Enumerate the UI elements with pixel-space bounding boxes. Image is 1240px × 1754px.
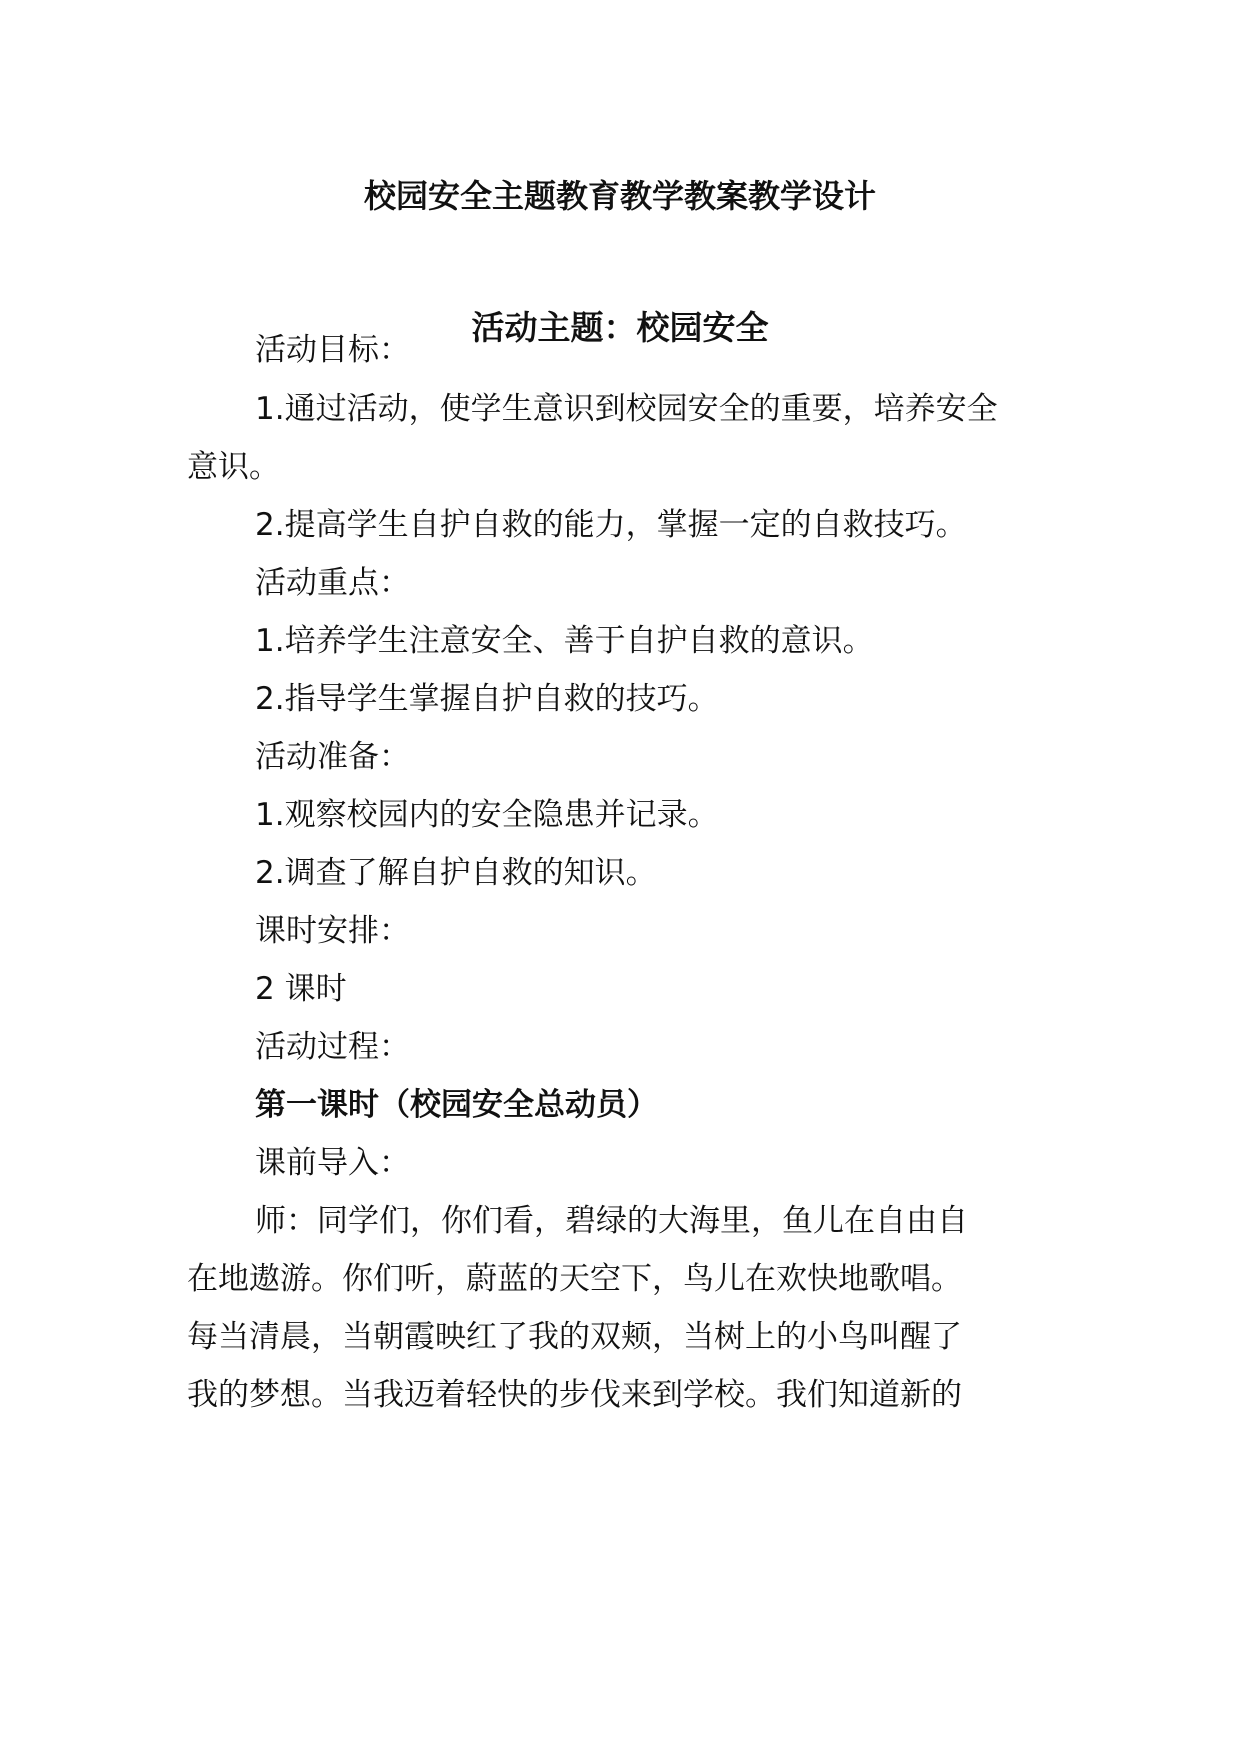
section-label-process: 活动过程： — [255, 1029, 410, 1065]
section-label-intro: 课前导入： — [255, 1145, 410, 1181]
paragraph-line: 2.指导学生掌握自护自救的技巧。 — [255, 681, 719, 717]
paragraph-line: 2.提高学生自护自救的能力，掌握一定的自救技巧。 — [255, 507, 967, 543]
paragraph-line: 意识。 — [187, 449, 280, 485]
paragraph-line: 1.培养学生注意安全、善于自护自救的意识。 — [255, 623, 874, 659]
section-label-goals: 活动目标： — [255, 332, 410, 368]
document-title: 校园安全主题教育教学教案教学设计 — [363, 177, 876, 215]
paragraph-line: 1.通过活动，使学生意识到校园安全的重要，培养安全 — [255, 391, 998, 427]
paragraph-line: 每当清晨，当朝霞映红了我的双颊，当树上的小鸟叫醒了 — [187, 1319, 962, 1355]
paragraph-line: 师：同学们，你们看，碧绿的大海里，鱼儿在自由自 — [255, 1203, 968, 1239]
lesson-heading: 第一课时（校园安全总动员） — [255, 1087, 658, 1123]
paragraph-line: 1.观察校园内的安全隐患并记录。 — [255, 797, 719, 833]
section-label-schedule: 课时安排： — [255, 913, 410, 949]
section-label-preparation: 活动准备： — [255, 739, 410, 775]
paragraph-line: 我的梦想。当我迈着轻快的步伐来到学校。我们知道新的 — [187, 1377, 962, 1413]
theme-heading: 活动主题：校园安全 — [471, 308, 769, 347]
paragraph-line: 在地遨游。你们听，蔚蓝的天空下，鸟儿在欢快地歌唱。 — [187, 1261, 962, 1297]
paragraph-line: 2 课时 — [255, 971, 347, 1007]
section-label-focus: 活动重点： — [255, 565, 410, 601]
paragraph-line: 2.调查了解自护自救的知识。 — [255, 855, 657, 891]
